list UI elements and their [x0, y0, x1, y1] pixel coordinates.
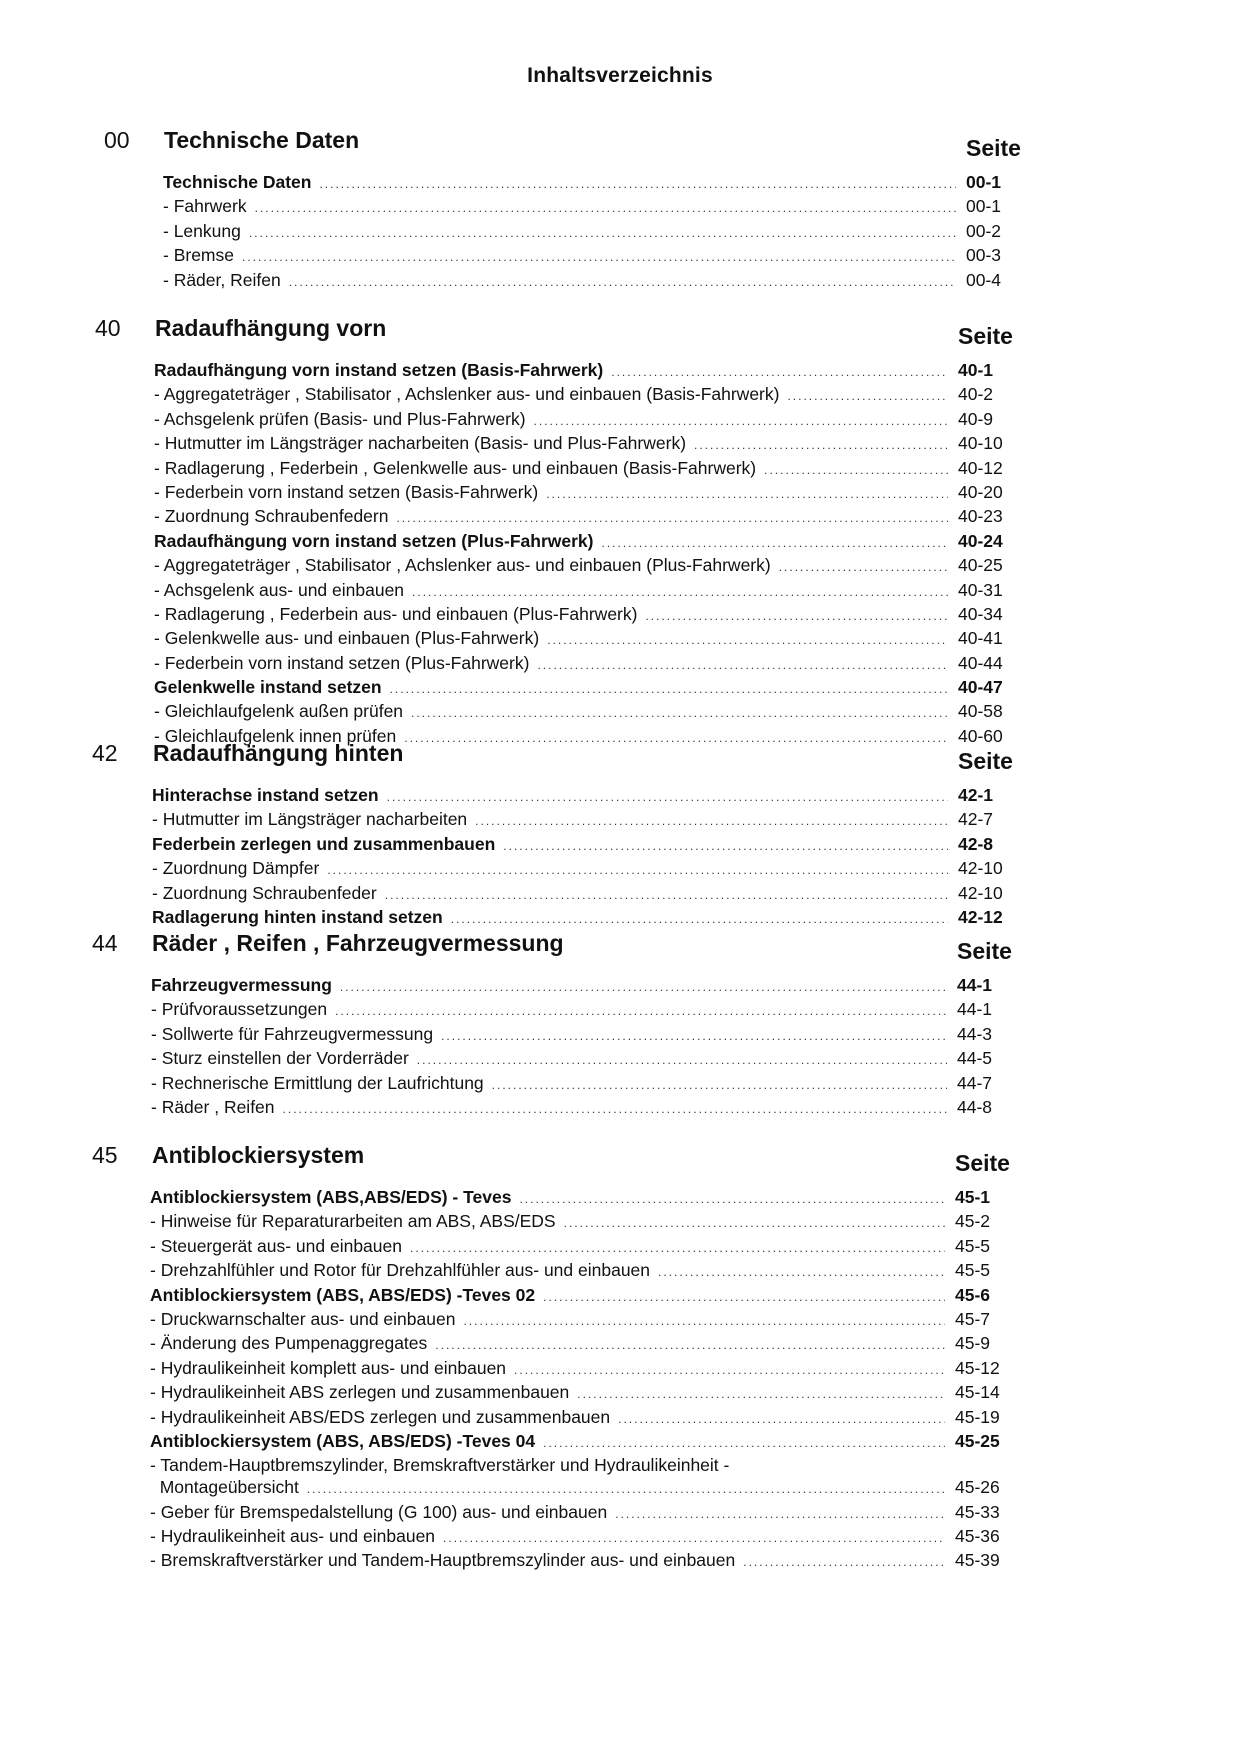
dot-leader — [307, 1482, 945, 1496]
dot-leader — [417, 1053, 947, 1067]
entry-label: - Radlagerung , Federbein , Gelenkwelle aus- und einbauen (Basis-Fahrwerk) — [154, 457, 757, 478]
entry-label: Radlagerung hinten instand setzen — [152, 906, 443, 927]
entry-page-number: 45-26 — [955, 1477, 1000, 1498]
section-heading — [0, 1142, 1240, 1186]
entry-label: - Zuordnung Dämpfer — [152, 858, 320, 879]
dot-leader — [779, 560, 948, 574]
toc-entry-list — [150, 1187, 1015, 1575]
dot-leader — [390, 682, 948, 696]
toc-chapter-entry[interactable] — [152, 907, 1018, 931]
dot-leader — [764, 463, 948, 477]
entry-page-number: 45-33 — [955, 1501, 1000, 1522]
entry-page-number: 40-24 — [958, 530, 1003, 551]
toc-chapter-entry[interactable] — [154, 531, 1018, 555]
entry-label: - Sturz einstellen der Vorderräder — [151, 1048, 409, 1069]
dot-leader — [645, 609, 948, 623]
toc-subentry[interactable] — [151, 1073, 1017, 1097]
entry-label: - Aggregateträger , Stabilisator , Achslenker aus- und einbauen (Basis-Fahrwerk) — [154, 384, 780, 405]
toc-subentry[interactable] — [152, 883, 1018, 907]
dot-leader — [451, 912, 948, 926]
toc-subentry[interactable] — [154, 628, 1018, 652]
section-heading — [0, 127, 1240, 171]
toc-chapter-entry[interactable] — [163, 172, 1026, 196]
entry-label: Antiblockiersystem (ABS, ABS/EDS) -Teves 04 — [150, 1430, 536, 1451]
toc-subentry[interactable] — [150, 1358, 1015, 1382]
toc-entry-list — [152, 785, 1018, 931]
dot-leader — [327, 863, 948, 877]
toc-subentry[interactable] — [151, 1048, 1017, 1072]
toc-subentry[interactable] — [154, 384, 1018, 408]
entry-label: - Achsgelenk aus- und einbauen — [154, 579, 405, 600]
dot-leader — [319, 177, 956, 191]
toc-subentry[interactable] — [150, 1550, 1015, 1574]
dot-leader — [543, 1290, 945, 1304]
toc-subentry[interactable] — [150, 1236, 1015, 1260]
entry-page-number: 40-60 — [958, 725, 1003, 746]
entry-page-number: 44-8 — [957, 1096, 993, 1117]
dot-leader — [514, 1363, 945, 1377]
entry-page-number: 40-10 — [958, 433, 1003, 454]
toc-chapter-entry[interactable] — [150, 1187, 1015, 1211]
entry-label: - Steuergerät aus- und einbauen — [150, 1235, 402, 1256]
toc-subentry[interactable] — [154, 701, 1018, 725]
section-title: Radaufhängung vorn — [155, 315, 387, 341]
dot-leader — [547, 633, 948, 647]
toc-chapter-entry[interactable] — [152, 785, 1018, 809]
seite-column-header: Seite — [958, 323, 1013, 349]
entry-label: - Gleichlaufgelenk innen prüfen — [154, 725, 397, 746]
entry-page-number: 45-9 — [955, 1333, 991, 1354]
toc-subentry[interactable] — [154, 555, 1018, 579]
entry-page-number: 42-12 — [958, 906, 1003, 927]
entry-page-number: 40-41 — [958, 628, 1003, 649]
dot-leader — [743, 1555, 945, 1569]
entry-label: - Hutmutter im Längsträger nacharbeiten (Basis- und Plus-Fahrwerk) — [154, 433, 687, 454]
entry-page-number: 40-23 — [958, 506, 1003, 527]
toc-subentry[interactable] — [152, 809, 1018, 833]
toc-section-40 — [0, 315, 1240, 746]
toc-chapter-entry[interactable] — [151, 975, 1017, 999]
entry-page-number: 40-44 — [958, 652, 1003, 673]
toc-subentry[interactable] — [151, 1097, 1017, 1121]
dot-leader — [255, 201, 956, 215]
entry-label: - Bremse — [163, 245, 234, 266]
entry-page-number: 45-7 — [955, 1308, 991, 1329]
section-number: 40 — [95, 315, 121, 341]
seite-column-header: Seite — [958, 748, 1013, 774]
entry-page-number: 44-5 — [957, 1048, 993, 1069]
toc-subentry[interactable] — [154, 604, 1018, 628]
entry-page-number: 40-34 — [958, 603, 1003, 624]
entry-page-number: 00-4 — [966, 269, 1002, 290]
dot-leader — [441, 1029, 947, 1043]
seite-column-header: Seite — [955, 1150, 1010, 1176]
entry-page-number: 40-25 — [958, 555, 1003, 576]
dot-leader — [503, 839, 948, 853]
entry-page-number: 00-1 — [966, 196, 1002, 217]
dot-leader — [242, 250, 956, 264]
entry-label: - Räder, Reifen — [163, 269, 281, 290]
entry-label: - Gelenkwelle aus- und einbauen (Plus-Fahrwerk) — [154, 628, 540, 649]
dot-leader — [492, 1078, 947, 1092]
page-title: Inhaltsverzeichnis — [527, 64, 713, 87]
entry-label: - Tandem-Hauptbremszylinder, Bremskraftverstärker und Hydraulikeinheit - — [150, 1455, 730, 1476]
dot-leader — [249, 226, 956, 240]
entry-page-number: 44-3 — [957, 1023, 993, 1044]
dot-leader — [289, 275, 956, 289]
entry-label: - Achsgelenk prüfen (Basis- und Plus-Fahrwerk) — [154, 408, 526, 429]
dot-leader — [519, 1192, 945, 1206]
entry-page-number: 00-2 — [966, 220, 1002, 241]
entry-label: - Druckwarnschalter aus- und einbauen — [150, 1308, 456, 1329]
dot-leader — [385, 888, 948, 902]
dot-leader — [694, 438, 948, 452]
toc-chapter-entry[interactable] — [152, 834, 1018, 858]
toc-subentry[interactable] — [150, 1333, 1015, 1357]
entry-label: Radaufhängung vorn instand setzen (Plus-Fahrwerk) — [154, 530, 594, 551]
entry-page-number: 44-1 — [957, 999, 993, 1020]
toc-chapter-entry[interactable] — [150, 1285, 1015, 1309]
toc-entry-list — [154, 360, 1018, 750]
dot-leader — [410, 1241, 945, 1255]
entry-page-number: 45-2 — [955, 1211, 991, 1232]
dot-leader — [602, 536, 949, 550]
toc-subentry[interactable] — [163, 245, 1026, 269]
section-number: 44 — [92, 930, 118, 956]
entry-label: - Federbein vorn instand setzen (Basis-Fahrwerk) — [154, 481, 539, 502]
dot-leader — [534, 414, 948, 428]
toc-section-44 — [0, 930, 1240, 1117]
toc-section-45 — [0, 1142, 1240, 1571]
entry-page-number: 45-25 — [955, 1430, 1000, 1451]
section-heading — [0, 930, 1240, 974]
entry-label: - Hydraulikeinheit komplett aus- und einbauen — [150, 1357, 507, 1378]
entry-page-number: 40-47 — [958, 677, 1003, 698]
dot-leader — [618, 1412, 945, 1426]
entry-page-number: 40-31 — [958, 579, 1003, 600]
dot-leader — [787, 389, 948, 403]
entry-page-number: 45-19 — [955, 1406, 1000, 1427]
entry-label: - Drehzahlfühler und Rotor für Drehzahlfühler aus- und einbauen — [150, 1260, 651, 1281]
entry-page-number: 45-6 — [955, 1284, 991, 1305]
toc-subentry[interactable] — [150, 1407, 1015, 1431]
entry-page-number: 40-9 — [958, 408, 994, 429]
entry-label: Fahrzeugvermessung — [151, 975, 332, 995]
dot-leader — [411, 706, 948, 720]
entry-page-number: 42-7 — [958, 809, 994, 830]
dot-leader — [335, 1004, 947, 1018]
section-number: 42 — [92, 740, 118, 766]
toc-subentry[interactable] — [150, 1211, 1015, 1235]
entry-label: - Räder , Reifen — [151, 1096, 275, 1117]
seite-column-header: Seite — [966, 135, 1021, 161]
toc-subentry[interactable] — [154, 458, 1018, 482]
entry-page-number: 45-14 — [955, 1382, 1000, 1403]
toc-subentry[interactable] — [150, 1477, 1015, 1501]
dot-leader — [463, 1314, 945, 1328]
toc-subentry[interactable] — [154, 580, 1018, 604]
toc-subentry[interactable] — [151, 999, 1017, 1023]
seite-column-header: Seite — [957, 938, 1012, 964]
entry-page-number: 45-12 — [955, 1357, 1000, 1378]
toc-subentry[interactable] — [163, 270, 1026, 294]
section-number: 45 — [92, 1142, 118, 1168]
entry-label: - Bremskraftverstärker und Tandem-Hauptbremszylinder aus- und einbauen — [150, 1550, 736, 1571]
dot-leader — [658, 1265, 945, 1279]
entry-label: - Zuordnung Schraubenfeder — [152, 882, 377, 903]
dot-leader — [475, 814, 948, 828]
entry-page-number: 44-7 — [957, 1072, 993, 1093]
toc-subentry[interactable] — [150, 1382, 1015, 1406]
toc-subentry[interactable] — [154, 409, 1018, 433]
dot-leader — [577, 1387, 945, 1401]
entry-label: Antiblockiersystem (ABS,ABS/EDS) - Teves — [150, 1187, 512, 1207]
toc-subentry[interactable] — [154, 433, 1018, 457]
entry-page-number: 00-1 — [966, 172, 1002, 192]
entry-page-number: 42-8 — [958, 833, 994, 854]
entry-page-number: 40-58 — [958, 701, 1003, 722]
entry-label: - Änderung des Pumpenaggregates — [150, 1333, 428, 1354]
entry-page-number: 40-1 — [958, 360, 994, 380]
dot-leader — [435, 1338, 945, 1352]
toc-entry-list — [163, 172, 1026, 294]
entry-label: - Lenkung — [163, 220, 241, 241]
section-title: Radaufhängung hinten — [153, 740, 404, 766]
toc-subentry[interactable] — [163, 221, 1026, 245]
entry-page-number: 44-1 — [957, 975, 993, 995]
toc-entry-list — [151, 975, 1017, 1121]
entry-label: - Zuordnung Schraubenfedern — [154, 506, 389, 527]
entry-label: Gelenkwelle instand setzen — [154, 677, 382, 698]
dot-leader — [283, 1102, 947, 1116]
dot-leader — [396, 511, 948, 525]
section-title: Räder , Reifen , Fahrzeugvermessung — [152, 930, 564, 956]
entry-page-number: 45-5 — [955, 1260, 991, 1281]
toc-subentry[interactable] — [154, 653, 1018, 677]
dot-leader — [443, 1531, 945, 1545]
dot-leader — [412, 585, 948, 599]
entry-label: Montageübersicht — [150, 1477, 299, 1498]
entry-page-number: 42-10 — [958, 882, 1003, 903]
entry-label: Radaufhängung vorn instand setzen (Basis-Fahrwerk) — [154, 360, 604, 380]
entry-page-number: 40-2 — [958, 384, 994, 405]
entry-page-number: 45-39 — [955, 1550, 1000, 1571]
toc-chapter-entry[interactable] — [150, 1431, 1015, 1455]
entry-page-number: 45-1 — [955, 1187, 991, 1207]
entry-page-number: 45-36 — [955, 1526, 1000, 1547]
entry-page-number: 42-10 — [958, 858, 1003, 879]
entry-label: Hinterachse instand setzen — [152, 785, 379, 805]
toc-chapter-entry[interactable] — [154, 360, 1018, 384]
toc-subentry[interactable] — [151, 1024, 1017, 1048]
entry-page-number: 40-20 — [958, 481, 1003, 502]
entry-label: - Aggregateträger , Stabilisator , Achslenker aus- und einbauen (Plus-Fahrwerk) — [154, 555, 771, 576]
entry-page-number: 40-12 — [958, 457, 1003, 478]
toc-subentry[interactable] — [150, 1455, 1015, 1477]
entry-label: - Fahrwerk — [163, 196, 247, 217]
entry-page-number: 00-3 — [966, 245, 1002, 266]
dot-leader — [615, 1507, 945, 1521]
entry-label: - Gleichlaufgelenk außen prüfen — [154, 701, 404, 722]
entry-label: - Sollwerte für Fahrzeugvermessung — [151, 1023, 434, 1044]
dot-leader — [543, 1436, 945, 1450]
entry-label: - Hydraulikeinheit ABS zerlegen und zusammenbauen — [150, 1382, 570, 1403]
entry-page-number: 45-5 — [955, 1235, 991, 1256]
toc-subentry[interactable] — [150, 1526, 1015, 1550]
entry-label: Technische Daten — [163, 172, 312, 192]
section-title: Antiblockiersystem — [152, 1142, 365, 1168]
dot-leader — [387, 790, 948, 804]
dot-leader — [546, 487, 948, 501]
entry-page-number: 42-1 — [958, 785, 994, 805]
section-number: 00 — [104, 127, 130, 153]
toc-subentry[interactable] — [150, 1260, 1015, 1284]
dot-leader — [537, 658, 948, 672]
entry-label: - Hydraulikeinheit aus- und einbauen — [150, 1526, 436, 1547]
dot-leader — [564, 1216, 945, 1230]
entry-label: - Rechnerische Ermittlung der Laufrichtung — [151, 1072, 484, 1093]
entry-label: - Geber für Bremspedalstellung (G 100) aus- und einbauen — [150, 1501, 608, 1522]
toc-section-42 — [0, 740, 1240, 927]
toc-subentry[interactable] — [154, 506, 1018, 530]
entry-label: - Hydraulikeinheit ABS/EDS zerlegen und zusammenbauen — [150, 1406, 611, 1427]
dot-leader — [340, 980, 947, 994]
dot-leader — [611, 365, 948, 379]
entry-label: - Prüfvoraussetzungen — [151, 999, 328, 1020]
entry-label: Antiblockiersystem (ABS, ABS/EDS) -Teves 02 — [150, 1284, 536, 1305]
entry-label: - Federbein vorn instand setzen (Plus-Fahrwerk) — [154, 652, 530, 673]
section-heading — [0, 315, 1240, 359]
entry-label: - Hinweise für Reparaturarbeiten am ABS, ABS/EDS — [150, 1211, 556, 1232]
toc-section-00 — [0, 127, 1240, 290]
toc-subentry[interactable] — [154, 482, 1018, 506]
entry-label: Federbein zerlegen und zusammenbauen — [152, 833, 496, 854]
toc-chapter-entry[interactable] — [154, 677, 1018, 701]
toc-subentry[interactable] — [150, 1309, 1015, 1333]
section-heading — [0, 740, 1240, 784]
entry-label: - Hutmutter im Längsträger nacharbeiten — [152, 809, 468, 830]
toc-subentry[interactable] — [163, 196, 1026, 220]
entry-label: - Radlagerung , Federbein aus- und einbauen (Plus-Fahrwerk) — [154, 603, 638, 624]
toc-subentry[interactable] — [150, 1502, 1015, 1526]
section-title: Technische Daten — [164, 127, 360, 153]
toc-subentry[interactable] — [152, 858, 1018, 882]
